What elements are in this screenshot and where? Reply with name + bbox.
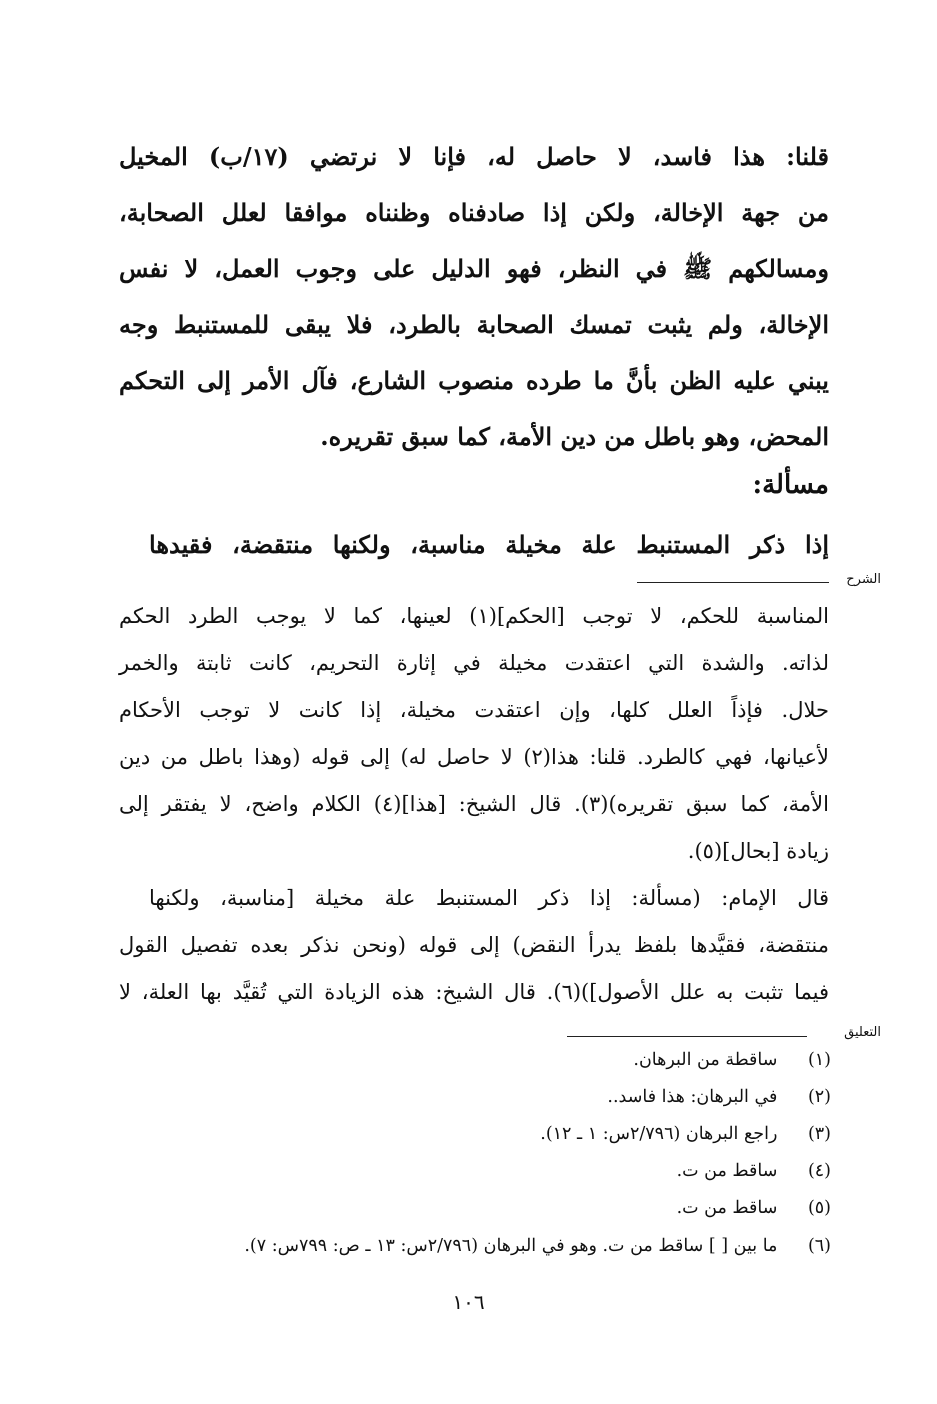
main-line: من جهة الإخالة، ولكن إذا صادفناه وظنناه موافقا لعلل الصحابة، [119,198,829,227]
footnote-text: ساقطة من البرهان. [633,1050,778,1070]
main-line: المحض، وهو باطل من دين الأمة، كما سبق تقريره. [320,422,829,451]
footnotes-divider [567,1036,807,1037]
sharh-line: الأمة، كما سبق تقريره)(٣). قال الشيخ: [هذا](٤) الكلام واضح، لا يفتقر إلى [119,792,829,816]
footnote-item [540,1124,831,1144]
main-line: ومسالكهم ﷺ في النظر، فهو الدليل على وجوب العمل، لا نفس [119,254,829,283]
footnote-number: (١) [807,1050,831,1070]
sharh-line: فيما تثبت به علل الأصول])(٦). قال الشيخ: هذه الزيادة التي تُقيَّد بها العلة، لا [119,980,829,1004]
main-line: قلنا: هذا فاسد، لا حاصل له، فإنا لا نرتضي (١٧/ب) المخيل [119,142,829,171]
footnote-number: (٦) [807,1236,831,1256]
footnote-item [607,1087,831,1107]
footnote-item [677,1161,831,1181]
sharh-label: الشرح [846,572,881,587]
footnote-text: في البرهان: هذا فاسد.. [607,1087,778,1107]
footnote-text: ساقط من ت. [676,1198,778,1218]
footnote-number: (٤) [807,1161,831,1181]
sharh-line: لذاته. والشدة التي اعتقدت مخيلة في إثارة التحريم، كانت ثابتة والخمر [119,651,829,675]
footnote-item [677,1198,831,1218]
sharh-line: لأعيانها، فهي كالطرد. قلنا: هذا(٢) لا حاصل له) إلى قوله (وهذا باطل من دين [119,745,829,769]
sharh-line: المناسبة للحكم، لا توجب [الحكم](١) لعينها، كما لا يوجب الطرد الحكم [119,604,829,628]
sharh-line: قال الإمام: (مسألة: إذا ذكر المستنبط علة مخيلة [مناسبة، ولكنها [149,886,829,910]
footnote-number: (٥) [807,1198,831,1218]
page-number: ١٠٦ [452,1290,485,1314]
footnote-text: ساقط من ت. [676,1161,778,1181]
footnote-text: ما بين [ ] ساقط من ت. وهو في البرهان (٢/٧٩٦س: ١٣ ـ ص: ٧٩٩س: ٧). [244,1236,778,1256]
main-line: إذا ذكر المستنبط علة مخيلة مناسبة، ولكنها منتقضة، فقيدها [149,530,829,559]
sharh-line: زيادة [بحال](٥). [687,839,829,863]
footnote-item [244,1236,831,1256]
sharh-line: منتقضة، فقيَّدها بلفظ يدرأ النقض) إلى قوله (ونحن نذكر بعده تفصيل القول [119,933,829,957]
section-heading: مسألة: [752,470,829,500]
footnotes-label: التعليق [844,1025,881,1040]
footnote-text: راجع البرهان (٢/٧٩٦س: ١ ـ ١٢). [540,1124,778,1144]
main-line: يبني عليه الظن بأنَّ ما طرده منصوب الشارع، فآل الأمر إلى التحكم [119,366,829,395]
sharh-line: حلال. فإذاً العلل كلها، وإن اعتقدت مخيلة، إذا كانت لا توجب الأحكام [119,698,829,722]
sharh-divider [637,582,829,583]
footnote-number: (٢) [807,1087,831,1107]
footnote-item [633,1050,831,1070]
footnote-number: (٣) [807,1124,831,1144]
main-line: الإخالة، ولم يثبت تمسك الصحابة بالطرد، فلا يبقى للمستنبط وجه [119,310,829,339]
